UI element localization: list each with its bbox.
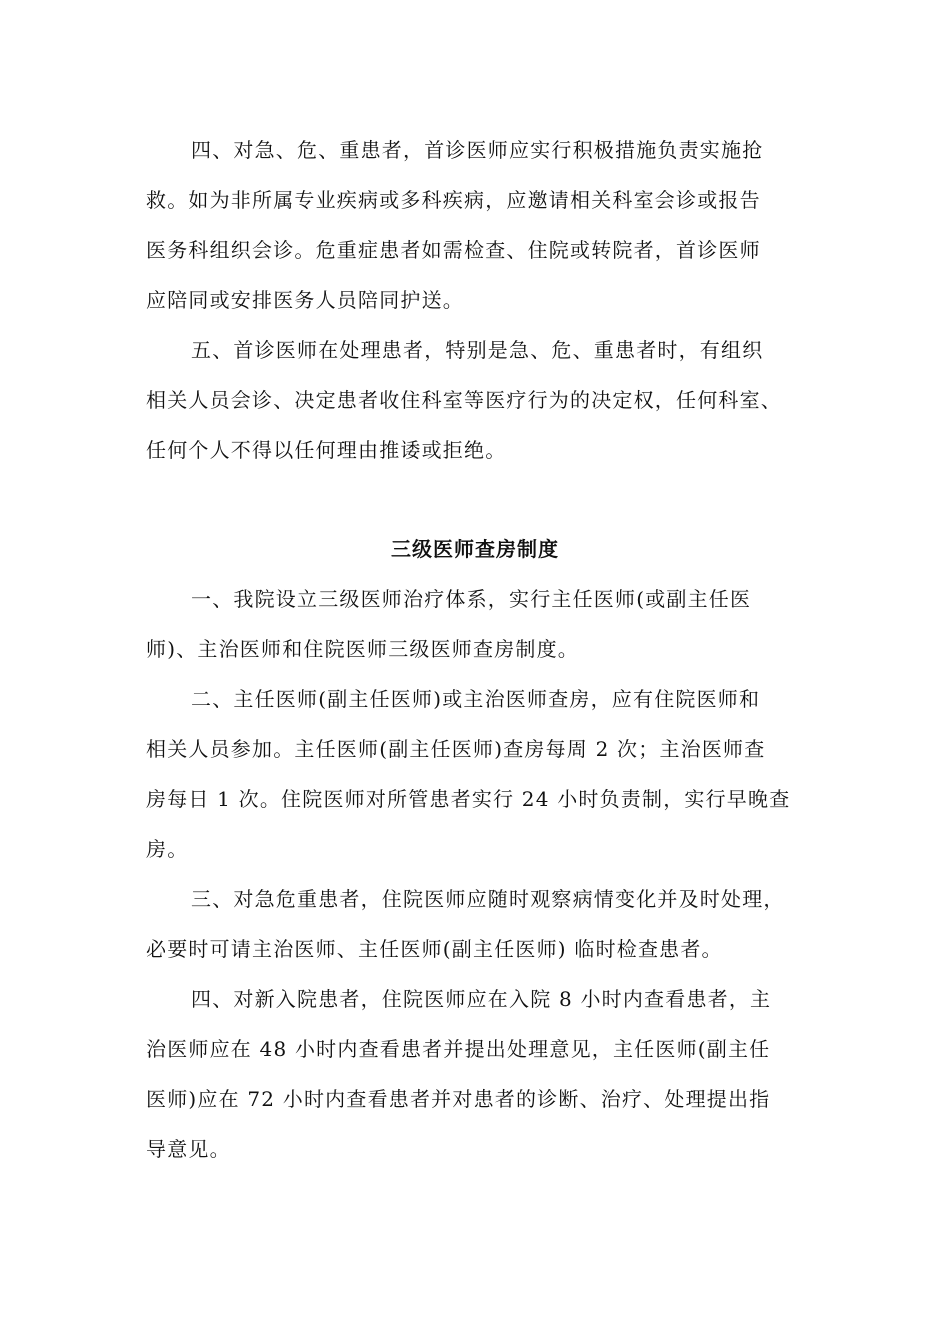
paragraph-line: 医师)应在 72 小时内查看患者并对患者的诊断、治疗、处理提出指	[146, 1087, 771, 1111]
paragraph-line: 五、首诊医师在处理患者，特别是急、危、重患者时，有组织	[191, 338, 764, 362]
paragraph-line: 相关人员参加。主任医师(副主任医师)查房每周 2 次；主治医师查	[146, 737, 766, 761]
paragraph-line: 四、对急、危、重患者，首诊医师应实行积极措施负责实施抢	[191, 138, 764, 162]
paragraph-line: 房每日 1 次。住院医师对所管患者实行 24 小时负责制，实行早晚查	[146, 787, 791, 811]
paragraph-line: 四、对新入院患者，住院医师应在入院 8 小时内查看患者，主	[191, 987, 772, 1011]
paragraph-line: 必要时可请主治医师、主任医师(副主任医师) 临时检查患者。	[146, 937, 723, 961]
section-title: 三级医师查房制度	[391, 537, 559, 561]
paragraph-line: 救。如为非所属专业疾病或多科疾病，应邀请相关科室会诊或报告	[146, 188, 761, 212]
paragraph-line: 治医师应在 48 小时内查看患者并提出处理意见，主任医师(副主任	[146, 1037, 771, 1061]
paragraph-line: 房。	[146, 837, 189, 861]
paragraph-line: 三、对急危重患者，住院医师应随时观察病情变化并及时处理，	[191, 887, 785, 911]
paragraph-line: 一、我院设立三级医师治疗体系，实行主任医师(或副主任医	[191, 587, 752, 611]
paragraph-line: 二、主任医师(副主任医师)或主治医师查房，应有住院医师和	[191, 687, 761, 711]
paragraph-line: 相关人员会诊、决定患者收住科室等医疗行为的决定权，任何科室、	[146, 388, 782, 412]
paragraph-line: 医务科组织会诊。危重症患者如需检查、住院或转院者，首诊医师	[146, 238, 761, 262]
paragraph-line: 导意见。	[146, 1137, 231, 1161]
paragraph-line: 应陪同或安排医务人员陪同护送。	[146, 288, 464, 312]
paragraph-line: 师)、主治医师和住院医师三级医师查房制度。	[146, 637, 580, 661]
paragraph-line: 任何个人不得以任何理由推诿或拒绝。	[146, 438, 507, 462]
